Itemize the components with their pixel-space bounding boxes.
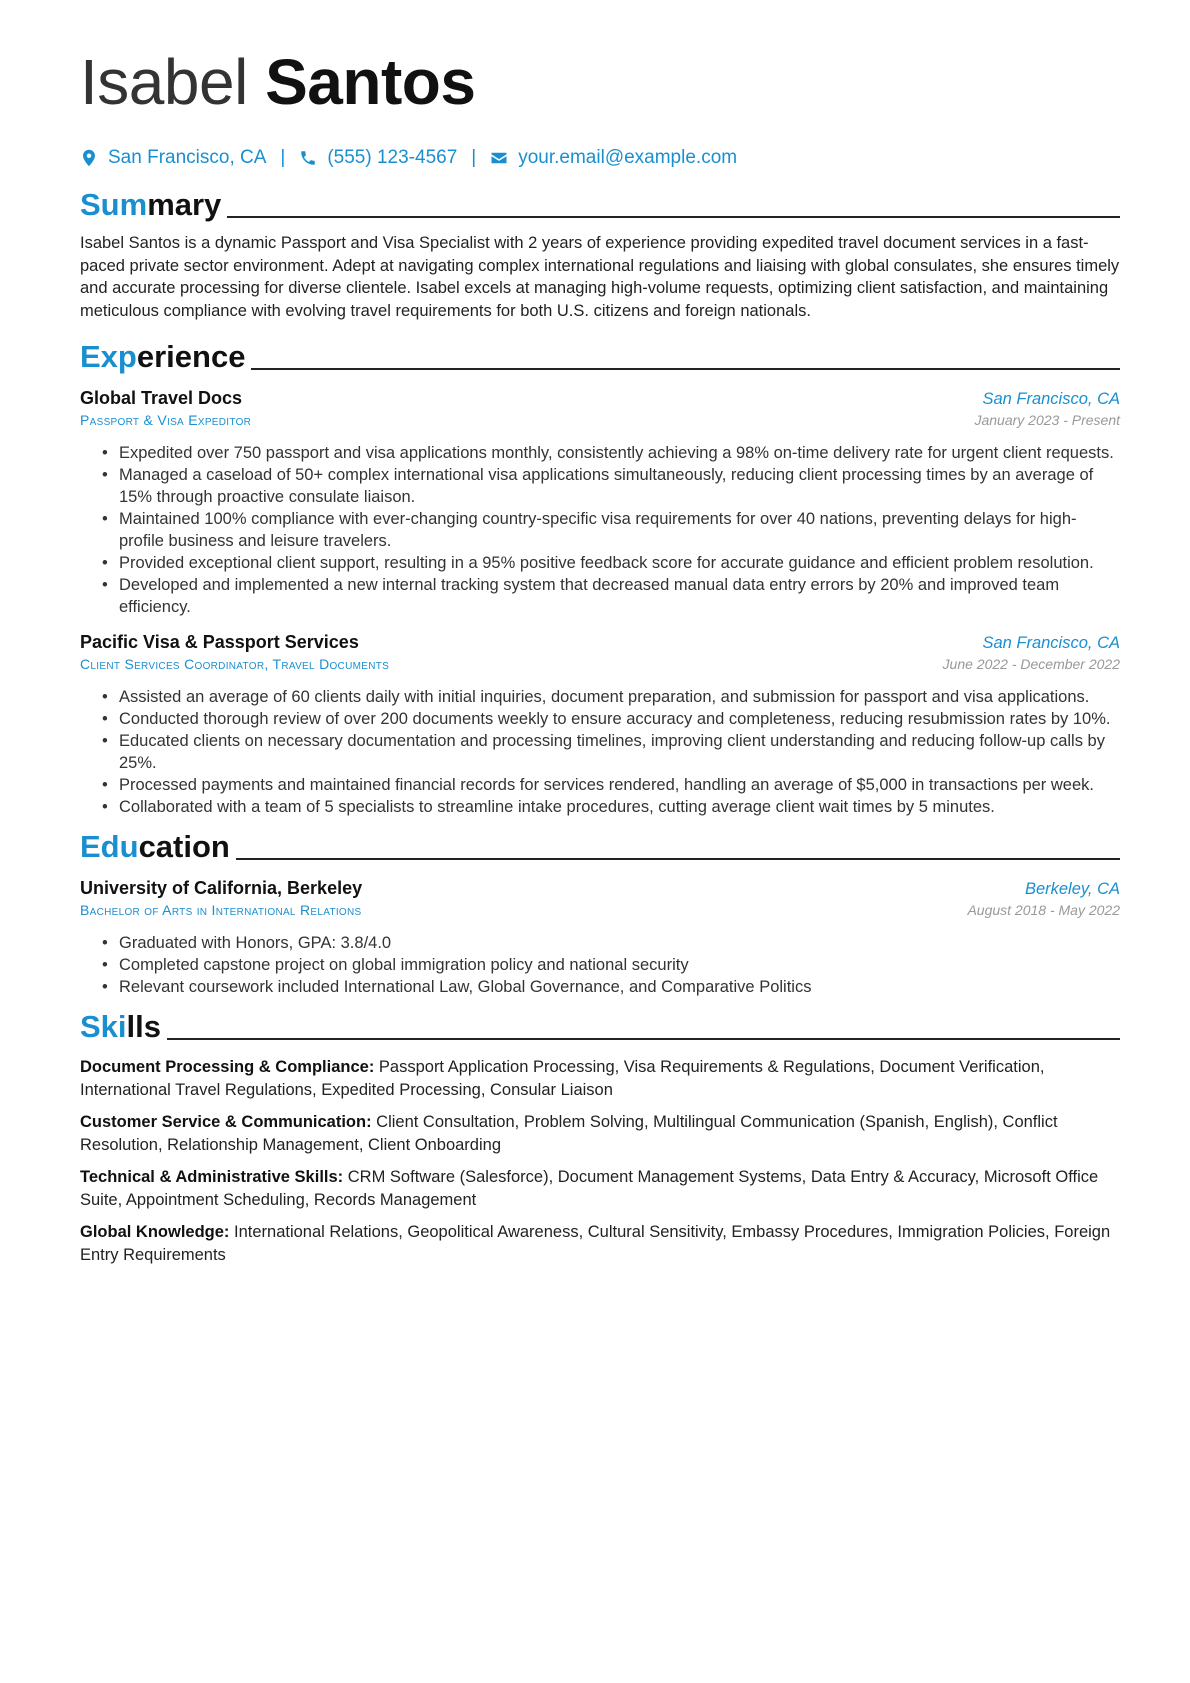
summary-text: Isabel Santos is a dynamic Passport and Visa Specialist with 2 years of experience providing expedited travel document services in a fast-paced private sector environment. Adept at navigating complex international regulations and liaising with global consulates, she ensures timely and accurate processing for diverse clientele. Isabel excels at managing high-volume requests, optimizing client satisfaction, and maintaining meticulous compliance with evolving travel requirements for both U.S. citizens and foreign nationals. (80, 234, 1120, 320)
experience-heading (80, 336, 1120, 376)
last-name: Santos (265, 46, 476, 118)
resume-page (80, 40, 1120, 1266)
skill-group: Global Knowledge: International Relations, Geopolitical Awareness, Cultural Sensitivity, Embassy Procedures, Immigration Policies, Foreign Entry Requirements (80, 1223, 1111, 1264)
section-rule (236, 858, 1120, 860)
first-name: Isabel (80, 46, 248, 118)
experience-entry (80, 386, 1120, 618)
education-heading (80, 826, 1120, 866)
section-rule (167, 1038, 1120, 1040)
experience-entry (80, 630, 1120, 818)
school-location: Berkeley, CA (1024, 880, 1120, 898)
employer-name: Pacific Visa & Passport Services (80, 632, 359, 652)
phone-icon (299, 149, 317, 167)
school-name: University of California, Berkeley (80, 878, 363, 898)
list-item: • Relevant coursework included International Law, Global Governance, and Comparative Politics (119, 976, 1120, 998)
list-item: • Maintained 100% compliance with ever-changing country-specific visa requirements for over 40 nations, preventing delays for high-profile business and leisure travelers. (119, 508, 1120, 552)
job-bullets (93, 686, 1120, 818)
map-pin-icon (80, 149, 98, 167)
candidate-name (80, 40, 1120, 124)
contact-line (80, 144, 1120, 172)
education-bullets (93, 932, 1120, 998)
list-item: • Collaborated with a team of 5 specialists to streamline intake procedures, cutting average client wait times by 5 minutes. (119, 796, 1120, 818)
job-title: Passport & Visa Expeditor (80, 412, 252, 428)
section-rule (251, 368, 1120, 370)
job-dates: June 2022 - December 2022 (942, 656, 1120, 672)
contact-phone[interactable] (299, 147, 457, 169)
job-location: San Francisco, CA (982, 634, 1120, 652)
skill-group: Document Processing & Compliance: Passport Application Processing, Visa Requirements & Regulations, Document Verification, International Travel Regulations, Expedited Processing, Consular Liaison (80, 1058, 1045, 1099)
section-title: Experience (80, 339, 246, 374)
degree: Bachelor of Arts in International Relations (80, 902, 362, 918)
skill-group: Customer Service & Communication: Client Consultation, Problem Solving, Multilingual Communication (Spanish, English), Conflict Resolution, Relationship Management, Client Onboarding (80, 1113, 1058, 1154)
section-rule (227, 216, 1120, 218)
employer-name: Global Travel Docs (80, 388, 243, 408)
job-dates: January 2023 - Present (974, 412, 1120, 428)
section-title: Education (80, 829, 230, 864)
summary-heading (80, 184, 1120, 224)
phone-text: (555) 123-4567 (327, 147, 458, 168)
section-title: Summary (80, 187, 222, 222)
list-item: • Assisted an average of 60 clients daily with initial inquiries, document preparation, and submission for passport and visa applications. (119, 686, 1120, 708)
job-title: Client Services Coordinator, Travel Documents (80, 656, 390, 672)
education-entry (80, 876, 1120, 998)
list-item: • Graduated with Honors, GPA: 3.8/4.0 (119, 932, 1120, 954)
list-item: • Conducted thorough review of over 200 documents weekly to ensure accuracy and completeness, reducing resubmission rates by 10%. (119, 708, 1120, 730)
contact-separator: | (471, 147, 477, 168)
location-text: San Francisco, CA (108, 147, 267, 168)
list-item: • Managed a caseload of 50+ complex international visa applications simultaneously, reducing client processing times by an average of 15% through proactive consulate liaison. (119, 464, 1120, 508)
contact-email[interactable] (490, 147, 737, 169)
list-item: • Developed and implemented a new internal tracking system that decreased manual data entry errors by 20% and improved team efficiency. (119, 574, 1120, 618)
skill-group: Technical & Administrative Skills: CRM Software (Salesforce), Document Management Systems, Data Entry & Accuracy, Microsoft Office Suite, Appointment Scheduling, Records Management (80, 1168, 1099, 1209)
job-location: San Francisco, CA (982, 390, 1120, 408)
education-dates: August 2018 - May 2022 (967, 902, 1120, 918)
list-item: • Processed payments and maintained financial records for services rendered, handling an average of $5,000 in transactions per week. (119, 774, 1120, 796)
contact-separator: | (280, 147, 286, 168)
list-item: • Educated clients on necessary documentation and processing timelines, improving client understanding and reducing follow-up calls by 25%. (119, 730, 1120, 774)
envelope-icon (490, 149, 508, 167)
list-item: • Provided exceptional client support, resulting in a 95% positive feedback score for accurate guidance and efficient problem resolution. (119, 552, 1120, 574)
contact-location (80, 147, 266, 169)
section-title: Skills (80, 1009, 161, 1044)
skills-heading (80, 1006, 1120, 1046)
job-bullets (93, 442, 1120, 618)
list-item: • Completed capstone project on global immigration policy and national security (119, 954, 1120, 976)
list-item: • Expedited over 750 passport and visa applications monthly, consistently achieving a 98% on-time delivery rate for urgent client requests. (119, 442, 1120, 464)
email-text: your.email@example.com (518, 147, 738, 168)
